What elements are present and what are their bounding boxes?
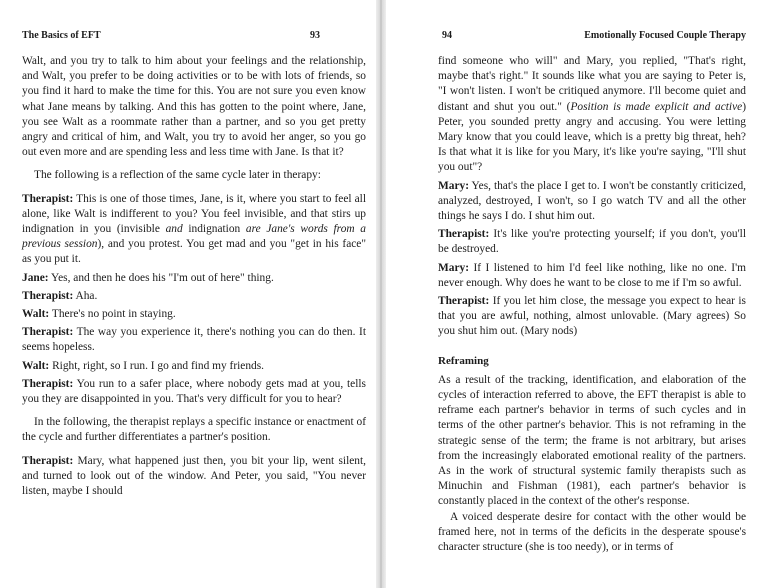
speaker-label: Mary: — [438, 261, 469, 274]
right-body — [438, 54, 746, 555]
section-paragraph-1: As a result of the tracking, identification, and elaboration of the cycles of interaction referred to above, the EFT therapist is able to reframe each partner's behavior in terms of such cycles and in terms of the other partner's behavior. This is not reframing in the strategic sense of the term; the frame is not arbitrary, but arises from the increasingly elaborated emotional reality of the partners. As in the work of structural systemic family therapists such as Minuchin and Fishman (1981), each partner's behavior is constantly placed in the context of the other's response. — [438, 373, 746, 508]
continuation-text: find someone who will" and Mary, you replied, "That's right, maybe that's right." It sounds like what you are saying to Peter is, "I won't listen. I won't be critiqued anymore. I'll become quiet and distant and shut you out." ( — [438, 55, 746, 113]
transition-paragraph-1: The following is a reflection of the same cycle later in therapy: — [34, 169, 321, 182]
turn-text: Yes, and then he does his "I'm out of here" thing. — [48, 271, 274, 284]
turn-text: If you let him close, the message you expect to hear is that you are awful, nothing, almost unlovable. (Mary agrees) So you shut him out. (Mary nods) — [438, 295, 746, 338]
continuation-paragraph — [438, 54, 746, 176]
turn-text: Right, right, so I run. I go and find my friends. — [49, 359, 265, 372]
speaker-label: Jane: — [22, 271, 49, 284]
speaker-label: Therapist: — [438, 295, 490, 308]
right-running-head — [442, 30, 746, 41]
speaker-label: Walt: — [22, 359, 50, 372]
transition-paragraph-2: In the following, the therapist replays a specific instance or enactment of the cycle and further differentiates a partner's position. — [22, 416, 366, 444]
turn-italic: and — [165, 223, 183, 236]
speaker-label: Therapist: — [22, 377, 74, 390]
left-running-title: The Basics of EFT — [22, 30, 101, 41]
speaker-label: Therapist: — [22, 192, 74, 205]
left-page — [0, 0, 376, 588]
turn-text: There's no point in staying. — [49, 308, 176, 321]
turn-text: indignation — [182, 223, 246, 236]
dialogue-turn — [22, 289, 366, 304]
dialogue-turn — [22, 271, 366, 286]
dialogue-turn — [22, 325, 366, 355]
turn-text: If I listened to him I'd feel like nothing, like no one. I'm never enough. Why does he want to be close to me if I'm so awful. — [438, 261, 746, 289]
speaker-label: Therapist: — [22, 289, 74, 302]
turn-text: Aha. — [73, 289, 98, 302]
dialogue-turn — [438, 294, 746, 340]
dialogue-turn — [22, 377, 366, 407]
speaker-label: Therapist: — [438, 228, 490, 241]
right-running-title: Emotionally Focused Couple Therapy — [584, 30, 746, 41]
turn-text: Mary, what happened just then, you bit your lip, went silent, and turned to look out of the window. And Peter, you said, "You never listen, maybe I should — [22, 454, 366, 498]
right-page-number: 94 — [442, 30, 452, 41]
speaker-label: Walt: — [22, 308, 50, 321]
turn-text: It's like you're protecting yourself; if you don't, you'll be destroyed. — [438, 228, 746, 256]
left-page-number: 93 — [310, 30, 320, 41]
dialogue-turn — [22, 359, 366, 374]
speaker-label: Therapist: — [22, 326, 74, 339]
turn-text: The way you experience it, there's nothing you can do then. It seems hopeless. — [22, 326, 366, 354]
dialogue-turn — [22, 454, 366, 500]
turn-text: This is one of those times, Jane, is it, where you start to feel all alone, like Walt is indifferent to you? You feel invisible, and that stirs up indignation in you (invisible — [22, 192, 366, 236]
opening-paragraph: Walt, and you try to talk to him about your feelings and the relationship, and Walt, you prefer to be doing activities or to be with lots of friends, so you find it hard to make the time for this. You are not sure you even know what Jane means by talking. And this has gotten to the point where, Jane, you see Walt as a roommate rather than a partner, and so you get pretty angry and critical of him, and Walt, you try to avoid her anger, so you go out even more and are spending less and less time with Jane. Is that it? — [22, 55, 366, 159]
speaker-label: Therapist: — [22, 454, 74, 467]
continuation-italic: Position is made explicit and active — [570, 100, 743, 113]
left-body — [22, 54, 366, 499]
continuation-text: ) Peter, you sounded pretty angry and accusing. You were letting Mary know that you could leave, which is a pretty big threat, heh? Is that what it is like for you Mary, it's like you're saying, "I'll shut you out"? — [438, 100, 746, 174]
dialogue-turn — [438, 261, 746, 291]
dialogue-turn — [438, 179, 746, 225]
turn-text: You run to a safer place, where nobody gets mad at you, tells you they are disappointed in you. That's very difficult for you to hear? — [22, 377, 366, 406]
turn-text: ), and you protest. You get mad and you "get in his face" as you put it. — [22, 238, 367, 266]
dialogue-turn — [22, 192, 366, 268]
section-paragraph-2: A voiced desperate desire for contact with the other would be framed here, not in terms of the deficits in the desperate spouse's character structure (she is too needy), or in terms of — [438, 510, 746, 554]
dialogue-turn — [438, 227, 746, 257]
book-gutter — [376, 0, 386, 588]
section-heading: Reframing — [438, 354, 489, 367]
turn-text: Yes, that's the place I get to. I won't be constantly criticized, analyzed, destroyed, I won't, so I go watch TV and all the other things he says I do. I shut him out. — [438, 179, 746, 223]
right-page — [386, 0, 768, 588]
turn-italic: are Jane's words from a previous session — [22, 223, 366, 251]
speaker-label: Mary: — [438, 179, 469, 192]
dialogue-turn — [22, 307, 366, 322]
left-running-head — [22, 30, 320, 41]
